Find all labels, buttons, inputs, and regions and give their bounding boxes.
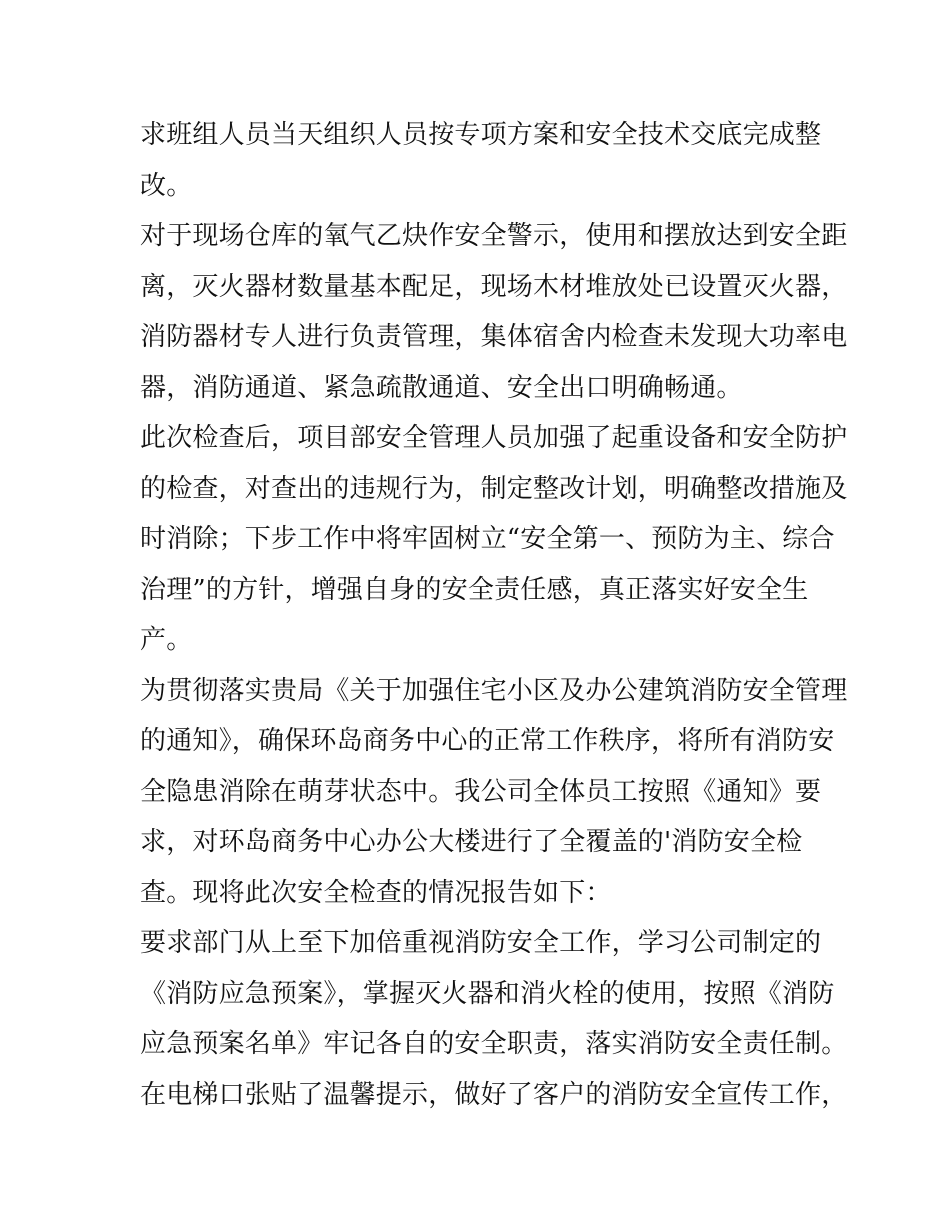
text-line: 对于现场仓库的氧气乙炔作安全警示，使用和摆放达到安全距 xyxy=(140,221,848,251)
text-line: 的通知》，确保环岛商务中心的正常工作秩序，将所有消防安 xyxy=(140,726,835,756)
text-line: 要求部门从上至下加倍重视消防安全工作，学习公司制定的 xyxy=(140,928,822,958)
text-line: 时消除；下步工作中将牢固树立“安全第一、预防为主、综合 xyxy=(140,524,835,554)
text-line: 《消防应急预案》，掌握灭火器和消火栓的使用，按照《消防 xyxy=(140,978,835,1009)
text-line: 器，消防通道、紧急疏散通道、安全出口明确畅通。 xyxy=(140,372,743,403)
text-line: 全隐患消除在萌芽状态中。我公司全体员工按照《通知》要 xyxy=(140,776,822,807)
text-line: 求，对环岛商务中心办公大楼进行了全覆盖的'消防安全检 xyxy=(140,827,803,857)
text-line: 在电梯口张贴了温馨提示，做好了客户的消防安全宣传工作， xyxy=(140,1079,848,1110)
text-line: 产。 xyxy=(140,625,193,655)
text-line: 改。 xyxy=(140,170,193,201)
text-line: 查。现将此次安全检查的情况报告如下： xyxy=(140,877,612,908)
text-line: 治理”的方针，增强自身的安全责任感，真正落实好安全生 xyxy=(140,574,809,605)
text-line: 应急预案名单》牢记各自的安全职责，落实消防安全责任制。 xyxy=(140,1029,848,1059)
text-line: 此次检查后，项目部安全管理人员加强了起重设备和安全防护 xyxy=(140,423,848,453)
document-body xyxy=(140,110,848,1120)
text-line: 求班组人员当天组织人员按专项方案和安全技术交底完成整 xyxy=(140,120,822,150)
text-line: 离，灭火器材数量基本配足，现场木材堆放处已设置灭火器， xyxy=(140,271,848,302)
text-line: 消防器材专人进行负责管理，集体宿舍内检查未发现大功率电 xyxy=(140,322,848,352)
text-line: 为贯彻落实贵局《关于加强住宅小区及办公建筑消防安全管理 xyxy=(140,675,848,706)
text-line: 的检查，对查出的违规行为，制定整改计划，明确整改措施及 xyxy=(140,473,848,504)
